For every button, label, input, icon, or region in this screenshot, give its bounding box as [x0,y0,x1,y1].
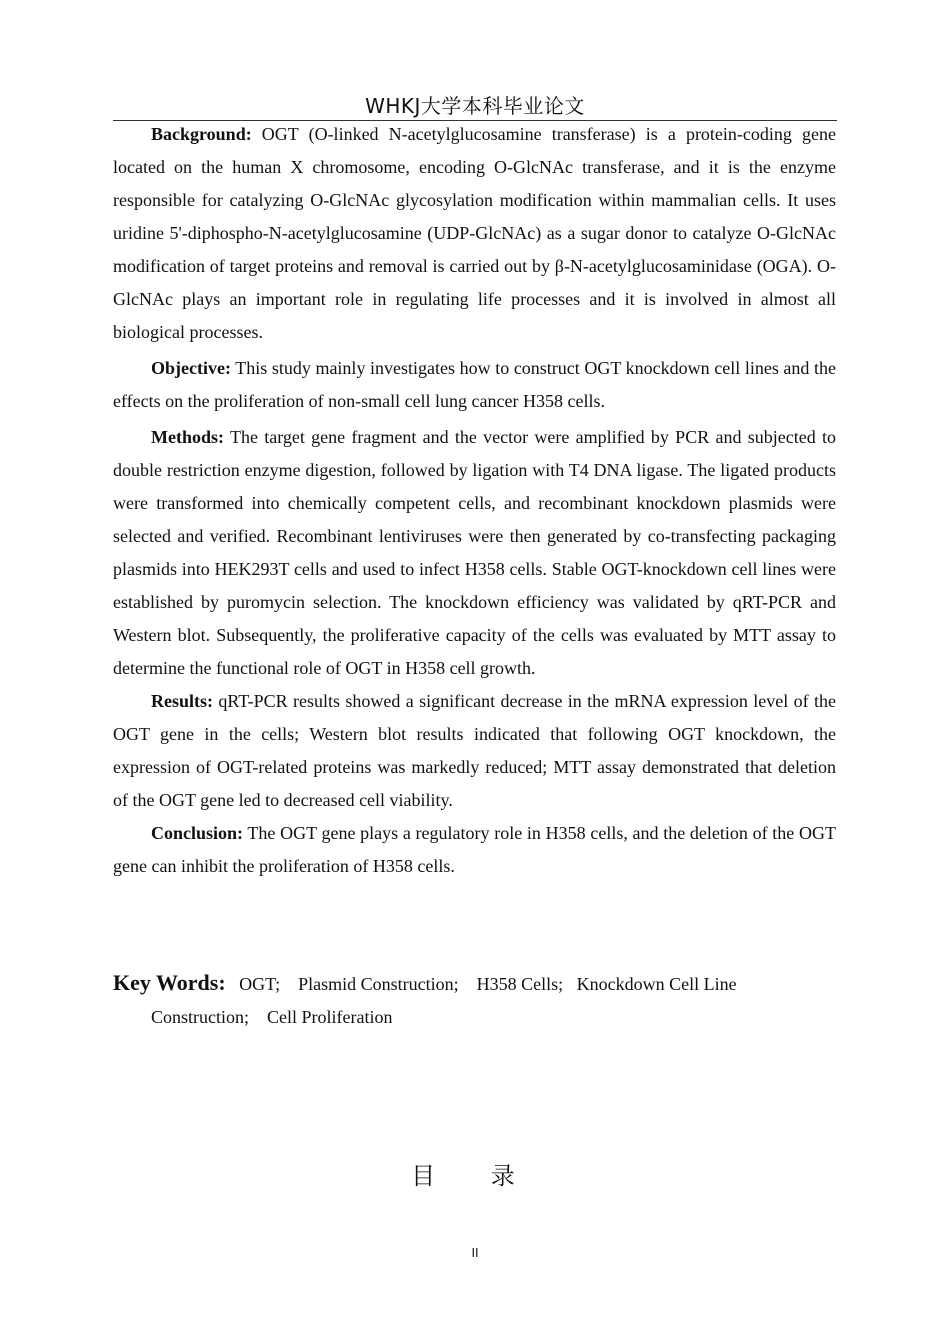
methods-text: The target gene fragment and the vector were amplified by PCR and subjected to double restriction enzyme digestion, followed by ligation with T4 DNA ligase. The ligated products were transformed into chemically competent cells, and recombinant knockdown plasmids were selected and verified. Recombinant lentiviruses were then generated by co-transfecting packaging plasmids into HEK293T cells and used to infect H358 cells. Stable OGT-knockdown cell lines were established by puromycin selection. The knockdown efficiency was validated by qRT-PCR and Western blot. Subsequently, the proliferative capacity of the cells was evaluated by MTT assay to determine the functional role of OGT in H358 cell growth. [113,427,836,678]
objective-label: Objective: [151,358,231,378]
keywords-line-2: Construction; Cell Proliferation [151,1007,393,1027]
conclusion-label: Conclusion: [151,823,244,843]
background-paragraph [113,118,836,349]
page-number: II [471,1246,479,1260]
keywords-text-1: OGT; Plasmid Construction; H358 Cells; Knockdown Cell Line [225,974,737,994]
abstract-body [113,118,836,883]
toc-title: 目 录 [411,1162,539,1190]
background-label: Background: [151,124,252,144]
keywords-block [113,966,836,1034]
background-text: OGT (O-linked N-acetylglucosamine transferase) is a protein-coding gene located on the human X chromosome, encoding O-GlcNAc transferase, and it is the enzyme responsible for catalyzing O-GlcNAc glycosylation modification within mammalian cells. It uses uridine 5'-diphospho-N-acetylglucosamine (UDP-GlcNAc) as a sugar donor to catalyze O-GlcNAc modification of target proteins and removal is carried out by β-N-acetylglucosaminidase (OGA). O-GlcNAc plays an important role in regulating life processes and it is involved in almost all biological processes. [113,124,836,342]
running-header: WHKJ大学本科毕业论文 [113,92,837,121]
conclusion-paragraph [113,817,836,883]
objective-text: This study mainly investigates how to construct OGT knockdown cell lines and the effects on the proliferation of non-small cell lung cancer H358 cells. [113,358,836,411]
results-text: qRT-PCR results showed a significant decrease in the mRNA expression level of the OGT gene in the cells; Western blot results indicated that following OGT knockdown, the expression of OGT-related proteins was markedly reduced; MTT assay demonstrated that deletion of the OGT gene led to decreased cell viability. [113,691,836,810]
methods-paragraph [113,421,836,685]
results-label: Results: [151,691,213,711]
methods-label: Methods: [151,427,224,447]
results-paragraph [113,685,836,817]
keywords-line-1 [113,966,836,1001]
conclusion-text: The OGT gene plays a regulatory role in H358 cells, and the deletion of the OGT gene can inhibit the proliferation of H358 cells. [113,823,836,876]
keywords-label: Key Words: [113,970,226,995]
objective-paragraph [113,352,836,418]
